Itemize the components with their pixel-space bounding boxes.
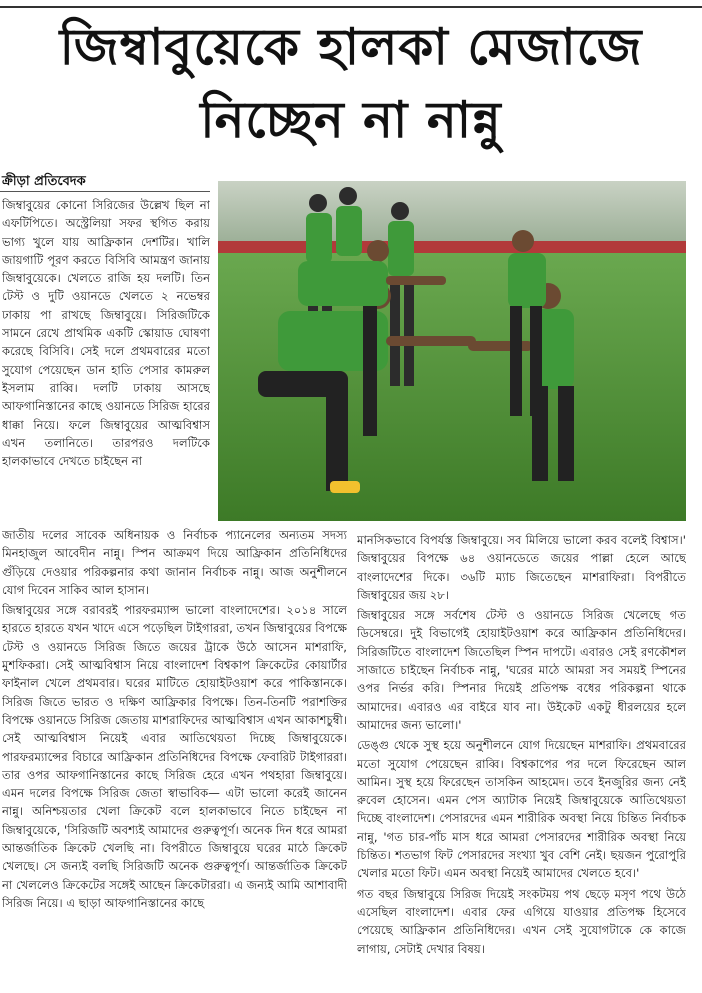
headline-line-2: নিচ্ছেন না নান্নু (200, 91, 502, 149)
paragraph: জিম্বাবুয়ের কোনো সিরিজের উল্লেখ ছিল না এফটিপিতে। অস্ট্রেলিয়া সফর স্থগিত করায় ভাগ্য খুলে যায় আফ্রিকান দেশটির। খালি জায়গাটি পূরণ করতে বিসিবি আমন্ত্রণ জানায় জিম্বাবুয়েকে। খেলতে রাজি হয় দলটি। তিন টেস্ট ও দুটি ওয়ানডে খেলতে ২ নভেম্বর ঢাকায় পা রাখছে জিম্বাবুয়ে। সিরিজটিকে সামনে রেখে প্রাথমিক একটি স্কোয়াড ঘোষণা করেছে বিসিবি। সেই দলে প্রথমবারের মতো সুযোগ পেয়েছেন ডান হাতি পেসার কামরুল ইসলাম রাব্বি। দলটি ঢাকায় আসছে আফগানিস্তানের কাছে ওয়ানডে সিরিজ হারের ধাক্কা নিয়ে। ফলে জিম্বাবুয়ের আত্মবিশ্বাস এখন তলানিতে। তারপরও দলটিকে হালকাভাবে দেখতে চাইছেন না (2, 198, 210, 469)
article-column-2 (2, 526, 347, 990)
paragraph: জিম্বাবুয়ের সঙ্গে বরাবরই পারফরম্যান্স ভালো বাংলাদেশের। ২০১৪ সালে হারতে হারতে যখন খাদে এসে পড়েছিল টাইগাররা, তখন জিম্বাবুয়ের বিপক্ষে টেস্ট ও ওয়ানডে সিরিজ জিতে জয়ের ট্রাকে উঠে আসেন মাশরাফি, মুশফিকরা। সেই আত্মবিশ্বাস নিয়ে বাংলাদেশ বিশ্বকাপ ক্রিকেটের কোয়ার্টার ফাইনাল খেলে প্রথমবার। ঘরের মাটিতে হোয়াইটওয়াশ করে পাকিস্তানকে। সিরিজ জিতে ভারত ও দক্ষিণ আফ্রিকার বিপক্ষে। তিন-তিনটি পরাশক্তির বিপক্ষে ওয়ানডে সিরিজ জেতায় মাশরাফিদের আত্মবিশ্বাস এখন আকাশচুম্বী। সেই আত্মবিশ্বাস নিয়েই এবার আতিথেয়তা দিচ্ছে জিম্বাবুয়েকে। পারফরম্যান্সের বিচারে আফ্রিকান প্রতিনিধিদের বিপক্ষে ফেবারিট টাইগাররা। তার ওপর আফগানিস্তানের কাছে সিরিজ হেরে এখন পথহারা জিম্বাবুয়ে। এমন দলের বিপক্ষে সিরিজ জেতা স্বাভাবিক— এটা ভালো করেই জানেন নান্নু। অনিশ্চয়তার খেলা ক্রিকেট বলে হালকাভাবে নিতে চাইছেন না জিম্বাবুয়েকে, 'সিরিজটি অবশ্যই আমাদের গুরুত্বপূর্ণ। অনেক দিন ধরে আমরা আন্তর্জাতিক ক্রিকেট খেলছি না। বিপরীতে জিম্বাবুয়ে ঘরের মাঠে ক্রিকেট খেলছে। সে জন্যই বলছি সিরিজটি অনেক গুরুত্বপূর্ণ। আন্তর্জাতিক ক্রিকেট না খেললেও ক্রিকেটের সঙ্গেই আছেন ক্রিকেটাররা। এ জন্যই আমি আশাবাদী সিরিজ নিয়ে। এ ছাড়া আফগানিস্তানের কাছে (2, 603, 347, 910)
paragraph: জিম্বাবুয়ের সঙ্গে সর্বশেষ টেস্ট ও ওয়ানডে সিরিজ খেলেছে গত ডিসেম্বরে। দুই বিভাগেই হোয়াইটওয়াশ করে আফ্রিকান প্রতিনিধিদের। সিরিজটিতে বাংলাদেশ জিতেছিল স্পিন দাপটে। এবারও সেই রণকৌশল সাজাতে চাইছেন নির্বাচক নান্নু, 'ঘরের মাঠে আমরা সব সময়ই স্পিনের ওপর নির্ভর করি। স্পিনার দিয়েই প্রতিপক্ষ বধের পরিকল্পনা থাকে আমাদের। এবারও এর বাইরে যাব না। উইকেট একটু ধীরলয়ের হলে আমাদের জন্য ভালো।' (357, 608, 686, 732)
cricket-players-stretching-photo (218, 181, 686, 521)
top-rule (0, 6, 702, 8)
byline: ক্রীড়া প্রতিবেদক (2, 174, 86, 189)
paragraph: ডেঙ্গু থেকে সুস্থ হয়ে অনুশীলনে যোগ দিয়েছেন মাশরাফি। প্রথমবারের মতো সুযোগ পেয়েছেন রাব্বি। বিশ্বকাপের পর দলে ফিরেছেন আল আমিন। সুস্থ হয়ে ফিরেছেন তাসকিন আহমেদ। তবে ইনজুরির জন্য নেই রুবেল হোসেন। এমন পেস অ্যাটাক নিয়েই জিম্বাবুয়েকে আতিথেয়তা দিচ্ছে বাংলাদেশ। পেসারদের এমন শারীরিক অবস্থা নিয়ে চিন্তিত নির্বাচক নান্নু, 'গত চার-পাঁচ মাস ধরে আমরা পেসারদের শারীরিক অবস্থা নিয়ে চিন্তিত। শতভাগ ফিট পেসারদের সংখ্যা খুব বেশি নেই। ছয়জন পুরোপুরি খেলার মতো ফিট। এমন অবস্থা নিয়েই আমাদের খেলতে হবে।' (357, 738, 686, 881)
paragraph: জাতীয় দলের সাবেক অধিনায়ক ও নির্বাচক প্যানেলের অন্যতম সদস্য মিনহাজুল আবেদীন নান্নু। স্পিন আক্রমণ দিয়ে আফ্রিকান প্রতিনিধিদের গুঁড়িয়ে দেওয়ার পরিকল্পনার কথা জানান নির্বাচক নান্নু। আজ অনুশীলনে যোগ দিবেন সাকিব আল হাসান। (2, 528, 347, 597)
headline-line-1: জিম্বাবুয়েকে হালকা মেজাজে (59, 18, 643, 76)
paragraph: মানসিকভাবে বিপর্যস্ত জিম্বাবুয়ে। সব মিলিয়ে ভালো করব বলেই বিশ্বাস।' জিম্বাবুয়ের বিপক্ষে ৬৪ ওয়ানডেতে জয়ের পাল্লা হেলে আছে বাংলাদেশের দিকে। ৩৬টি ম্যাচ জিতেছেন মাশরাফিরা। বিপরীতে জিম্বাবুয়ের জয় ২৮। (357, 533, 686, 602)
byline-rule (0, 191, 210, 192)
article-column-3 (357, 531, 686, 990)
article-column-1 (2, 196, 210, 526)
paragraph: গত বছর জিম্বাবুয়ে সিরিজ দিয়েই সংকটময় পথ ছেড়ে মসৃণ পথে উঠে এসেছিল বাংলাদেশ। এবার ফের এগিয়ে যাওয়ার প্রতিপক্ষ হিসেবে পেয়েছে আফ্রিকান প্রতিনিধিদের। এখন সেই সুযোগটাকে কে কাজে লাগায়, সেটাই দেখার বিষয়। (357, 886, 686, 956)
